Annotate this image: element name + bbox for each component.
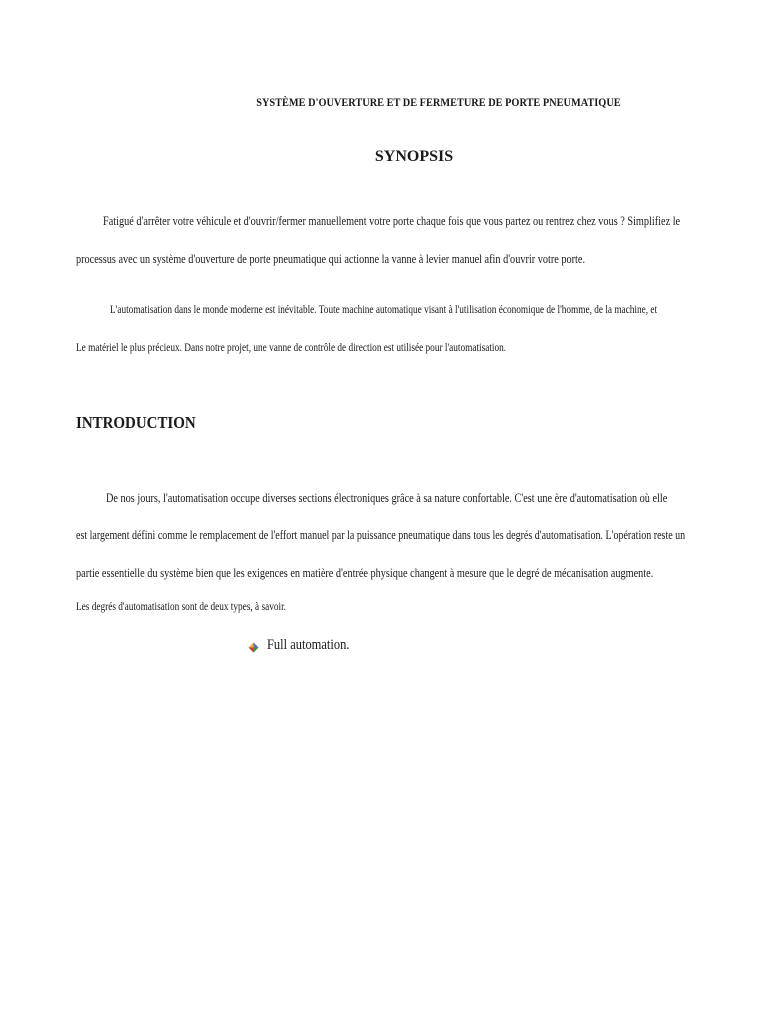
bullet-list-item — [248, 637, 363, 654]
document-title: SYSTÈME D'OUVERTURE ET DE FERMETURE DE PORTE PNEUMATIQUE — [256, 95, 621, 109]
intro-line1: De nos jours, l'automatisation occupe diverses sections électroniques grâce à sa nature confortable. C'est une ère d'automatisation où elle — [106, 491, 668, 505]
intro-line3: partie essentielle du système bien que les exigences en matière d'entrée physique changent à mesure que le degré de mécanisation augmente. — [76, 566, 654, 580]
bullet-diamond-icon — [248, 640, 259, 651]
intro-line2: est largement défini comme le remplacement de l'effort manuel par la puissance pneumatique dans tous les degrés d'automatisation. L'opération reste un — [76, 528, 686, 542]
synopsis-p1-line1: Fatigué d'arrêter votre véhicule et d'ouvrir/fermer manuellement votre porte chaque fois que vous partez ou rentrez chez vous ? Simplifiez le — [103, 214, 681, 228]
intro-line4: Les degrés d'automatisation sont de deux types, à savoir. — [76, 601, 286, 613]
synopsis-heading: SYNOPSIS — [374, 148, 454, 165]
synopsis-p2-line2: Le matériel le plus précieux. Dans notre projet, une vanne de contrôle de direction est utilisée pour l'automatisation. — [76, 342, 507, 354]
bullet-text: Full automation. — [267, 637, 350, 653]
synopsis-p1-line2: processus avec un système d'ouverture de porte pneumatique qui actionne la vanne à levier manuel afin d'ouvrir votre porte. — [76, 252, 586, 266]
introduction-heading: INTRODUCTION — [76, 413, 196, 432]
synopsis-p2-line1: L'automatisation dans le monde moderne est inévitable. Toute machine automatique visant à l'utilisation économique de l'homme, de la machine, et — [110, 304, 658, 316]
